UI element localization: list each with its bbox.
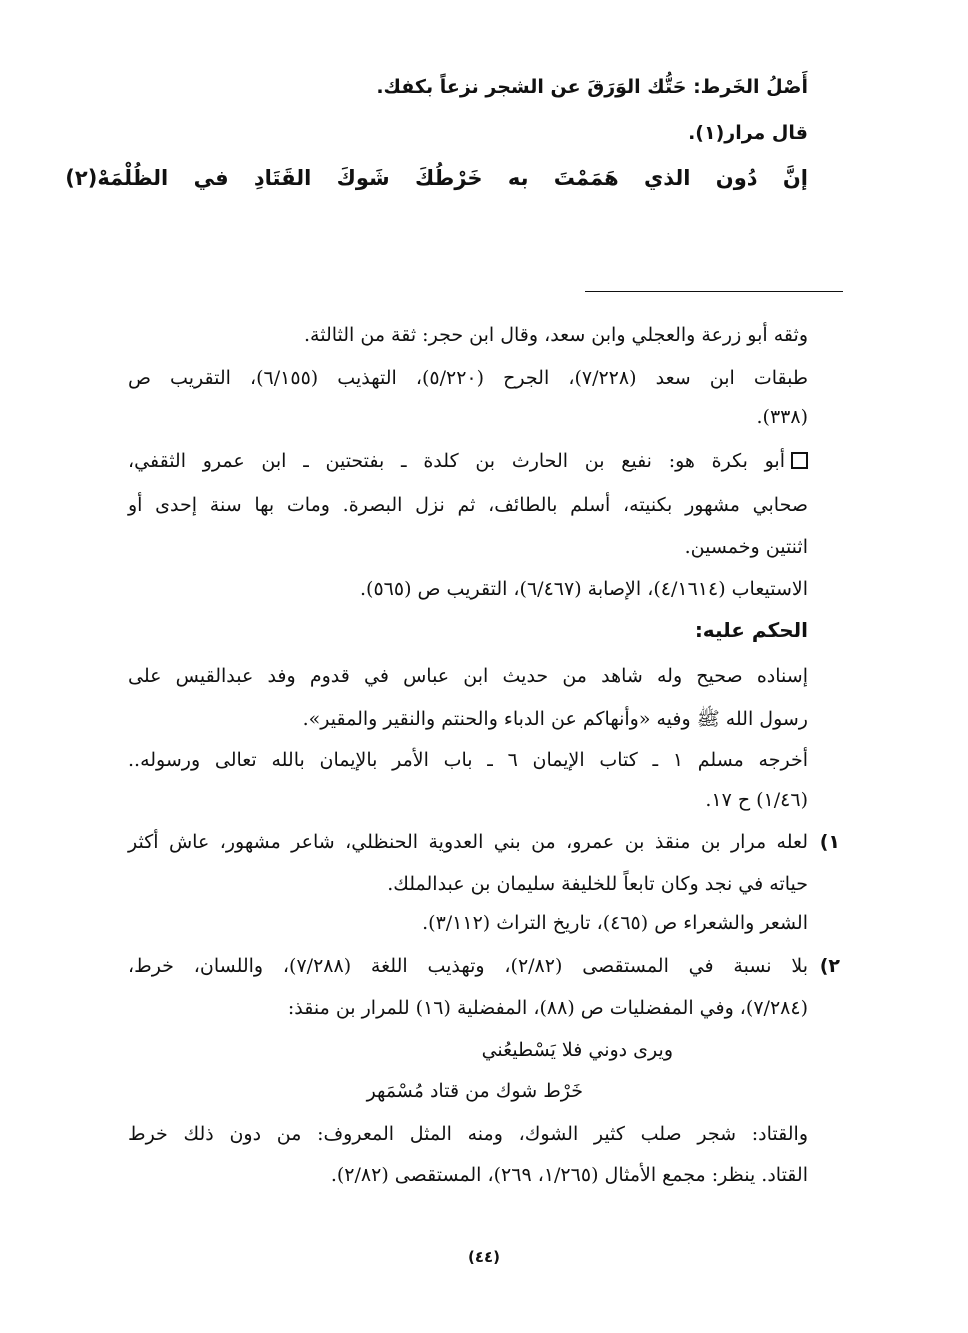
- footnote-2-text: والقتاد: شجر صلب كثير الشوك، ومنه المثل المعروف: من دون ذلك خرط: [128, 1123, 808, 1145]
- footnote-text: اثنتين وخمسين.: [684, 536, 808, 558]
- verse-line: ويرى دوني فلا يَسْطيعُني: [481, 1039, 673, 1061]
- footnote-text: (٣٣٨).: [756, 406, 808, 428]
- footnote-text-span: أبو بكرة هو: نفيع بن الحارث بن كلدة ـ بفتحتين ـ ابن عمرو الثقفي،: [128, 450, 785, 472]
- ruling-text: إسناده صحيح وله شاهد من حديث ابن عباس في قدوم وفد عبدالقيس على: [128, 665, 808, 687]
- footnote-1-text: لعله مرار بن منقذ بن عمرو، من بني العدوية الحنظلي، شاعر مشهور، عاش أكثر: [128, 831, 808, 853]
- footnote-2-text: (٧/٢٨٤)، وفي المفضليات ص (٨٨)، المفضلية (١٦) للمرار بن منقذ:: [287, 997, 808, 1019]
- footnote-2-text: القتاد. ينظر: مجمع الأمثال (١/٢٦٥، ٢٦٩)، المستقصى (٢/٨٢).: [330, 1164, 808, 1186]
- page-number: (٤٤): [467, 1248, 501, 1266]
- footnote-separator: [585, 291, 843, 292]
- footnote-text: صحابي مشهور بكنيته، أسلم بالطائف، ثم نزل البصرة. ومات بها سنة إحدى أو: [128, 494, 808, 516]
- checkbox-icon: [791, 452, 808, 469]
- ruling-text: (١/٤٦) ح ١٧.: [705, 789, 808, 811]
- footnote-1-text: حياته في نجد وكان تابعاً للخليفة سليمان بن عبدالملك.: [387, 873, 808, 895]
- footnote-2-text: بلا نسبة في المستقصى (٢/٨٢)، وتهذيب اللغة (٧/٢٨٨)، واللسان، خرط،: [128, 955, 808, 977]
- main-line-2: قال مرار(١).: [688, 122, 808, 144]
- verse-line: خَرْط شوك من قتاد مُسْمَهر: [366, 1080, 583, 1102]
- footnote-text: وثقه أبو زرعة والعجلي وابن سعد، وقال ابن حجر: ثقة من الثالثة.: [304, 324, 808, 346]
- ruling-text: أخرجه مسلم ١ ـ كتاب الإيمان ٦ ـ باب الأمر بالإيمان بالله تعالى ورسوله..: [128, 749, 808, 771]
- footnote-text: الاستيعاب (٤/١٦١٤)، الإصابة (٦/٤٦٧)، التقريب ص (٥٦٥).: [360, 578, 808, 600]
- footnote-text: [128, 450, 808, 472]
- footnote-number: ٢): [819, 955, 840, 977]
- poem-verse: إنَّ دُون الذي هَمَمْتَ به خَرْطُكَ شَوكَ القَتَادِ في الظُلْمَهْ(٢): [65, 166, 808, 190]
- ruling-text: رسول الله ﷺ وفيه «وأنهاكم عن الدباء والحنتم والنقير والمقير».: [302, 708, 808, 730]
- section-heading: الحكم عليه:: [694, 618, 808, 642]
- footnote-number: ١): [819, 831, 840, 853]
- footnote-1-text: الشعر والشعراء ص (٤٦٥)، تاريخ التراث (٣/١١٢).: [422, 912, 808, 934]
- main-line-1: أَصْلُ الخَرط: حَتُّك الوَرَقَ عن الشجر نزعاً بكفك.: [376, 76, 808, 98]
- footnote-text: طبقات ابن سعد (٧/٢٢٨)، الجرح (٥/٢٢٠)، التهذيب (٦/١٥٥)، التقريب ص: [128, 367, 809, 389]
